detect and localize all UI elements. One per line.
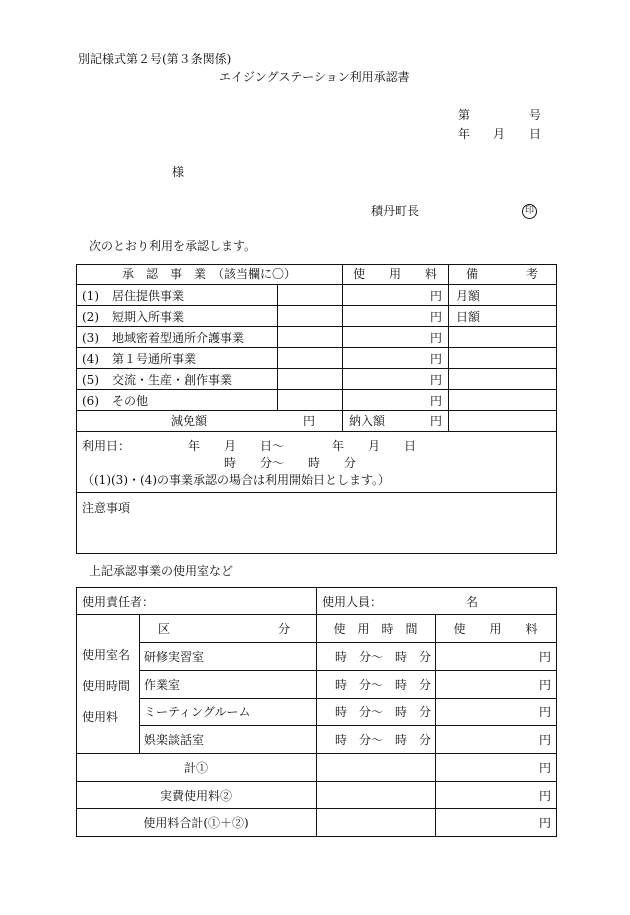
room-time: 時 分～ 時 分 — [335, 733, 432, 747]
reduction-label: 減免額 — [171, 414, 208, 428]
total-yen: 円 — [539, 761, 552, 775]
date-year: 年 — [458, 127, 471, 141]
row-business-name: 第１号通所事業 — [112, 352, 197, 366]
row-yen: 円 — [430, 394, 443, 408]
room-name: ミーティングルーム — [144, 705, 251, 719]
row-business-name: 居住提供事業 — [112, 289, 185, 303]
room-time: 時 分～ 時 分 — [335, 705, 432, 719]
header-business: 承 認 事 業 （該当欄に〇） — [121, 267, 296, 281]
row-yen: 円 — [430, 310, 443, 324]
date-day: 日 — [529, 127, 542, 141]
row-business-name: 交流・生産・創作事業 — [112, 373, 233, 387]
row-yen: 円 — [430, 331, 443, 345]
notes-label: 注意事項 — [82, 501, 131, 515]
header-division: 区 分 — [158, 622, 291, 636]
room-name: 作業室 — [144, 678, 181, 692]
header-usage-fee: 使 用 料 — [453, 622, 538, 636]
row-remark: 日額 — [456, 310, 481, 324]
date-month: 月 — [493, 127, 506, 141]
use-date-label: 利用日： — [82, 439, 131, 453]
left-label-fee: 使用料 — [82, 710, 119, 724]
use-date-range: 年 月 日～ 年 月 日 — [188, 439, 417, 453]
seal-stamp: 印 — [522, 204, 537, 219]
intro-text: 次のとおり利用を承認します。 — [89, 239, 257, 253]
room-yen: 円 — [539, 678, 552, 692]
users-label: 使用人員： — [322, 595, 383, 609]
number-prefix: 第 — [458, 108, 471, 122]
reduction-yen: 円 — [303, 414, 316, 428]
row-remark: 月額 — [456, 289, 481, 303]
total-yen: 円 — [539, 789, 552, 803]
room-yen: 円 — [539, 733, 552, 747]
room-name: 研修実習室 — [144, 650, 205, 664]
total-label: 使用料合計(①＋②) — [143, 816, 249, 830]
total-label: 計① — [183, 761, 208, 775]
room-yen: 円 — [539, 650, 552, 664]
header-remarks: 備 考 — [465, 267, 538, 281]
use-time-range: 時 分～ 時 分 — [224, 456, 357, 470]
row-yen: 円 — [430, 352, 443, 366]
document-title: エイジングステーション利用承認書 — [219, 70, 410, 84]
total-label: 実費使用料② — [159, 789, 232, 803]
row-number: (2) — [82, 310, 99, 324]
number-suffix: 号 — [529, 108, 542, 122]
payment-yen: 円 — [430, 414, 443, 428]
header-time: 使 用 時 間 — [333, 622, 418, 636]
room-time: 時 分～ 時 分 — [335, 678, 432, 692]
left-label-room: 使用室名 — [82, 648, 131, 662]
row-business-name: その他 — [112, 394, 149, 408]
payment-label: 納入額 — [349, 414, 386, 428]
row-number: (3) — [82, 331, 99, 345]
row-yen: 円 — [430, 373, 443, 387]
left-label-time: 使用時間 — [82, 679, 131, 693]
row-business-name: 地域密着型通所介護事業 — [112, 331, 245, 345]
use-date-note: （(1)(3)・(4)の事業承認の場合は利用開始日とします。） — [82, 473, 391, 487]
room-name: 娯楽談話室 — [144, 733, 205, 747]
section2-title: 上記承認事業の使用室など — [89, 564, 234, 578]
row-number: (4) — [82, 352, 99, 366]
row-business-name: 短期入所事業 — [112, 310, 185, 324]
room-yen: 円 — [539, 705, 552, 719]
recipient-suffix: 様 — [172, 165, 185, 179]
form-number: 別記様式第２号(第３条関係) — [78, 52, 232, 66]
responsible-label: 使用責任者： — [82, 595, 155, 609]
row-yen: 円 — [430, 289, 443, 303]
issuer: 積丹町長 — [371, 204, 420, 218]
row-number: (6) — [82, 394, 99, 408]
row-number: (5) — [82, 373, 99, 387]
header-fee: 使 用 料 — [352, 267, 437, 281]
total-yen: 円 — [539, 816, 552, 830]
users-suffix: 名 — [466, 595, 479, 609]
row-number: (1) — [82, 289, 99, 303]
room-time: 時 分～ 時 分 — [335, 650, 432, 664]
